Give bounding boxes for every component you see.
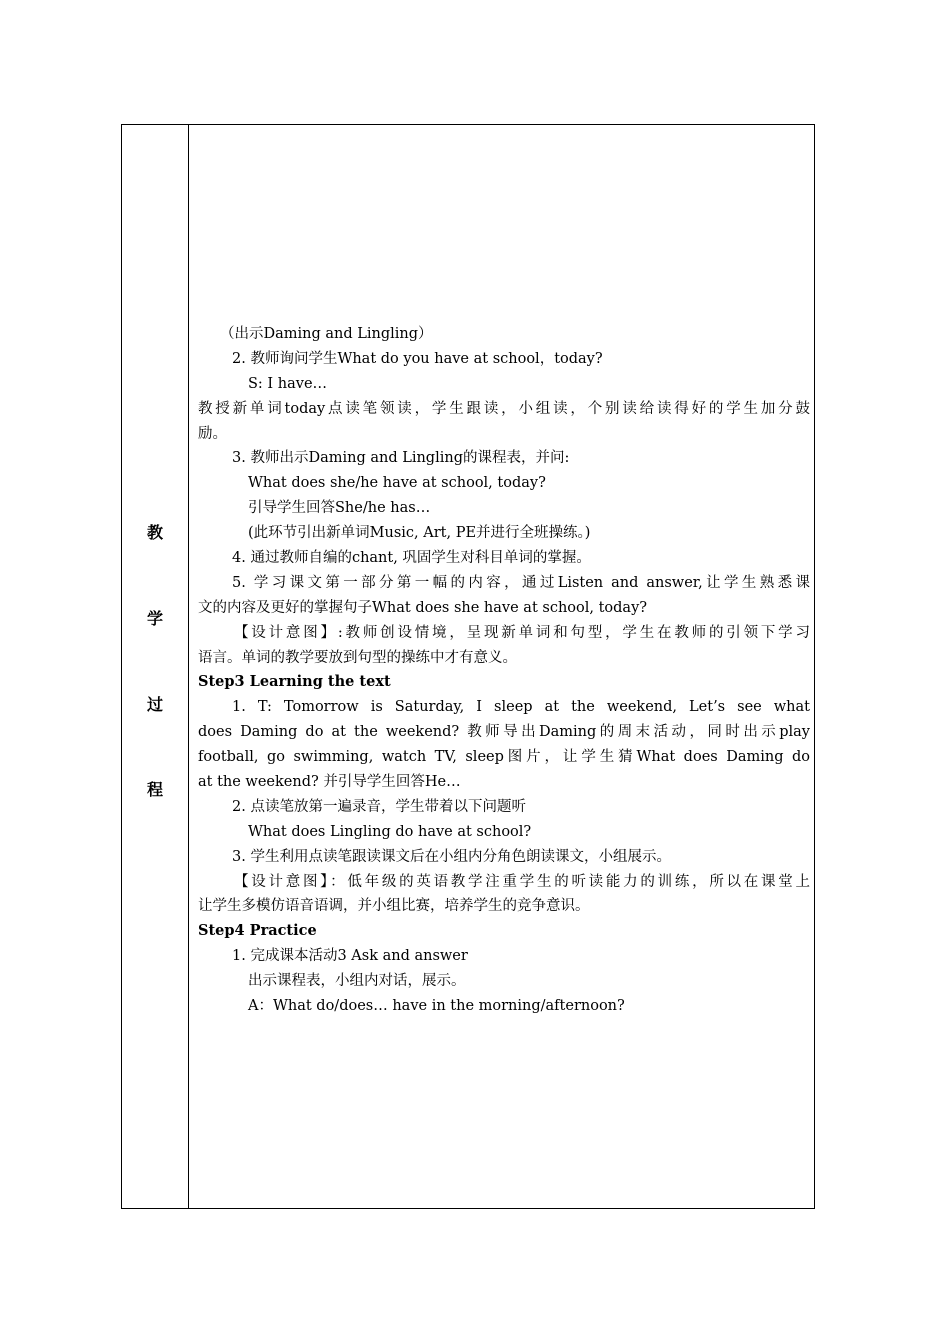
content-line: 3. 教师出示Daming and Lingling的课程表，并问: bbox=[232, 450, 570, 467]
content-line: 5. 学习课文第一部分第一幅的内容，通过Listen and answer,让学生熟悉课 bbox=[232, 574, 810, 591]
content-line: 教授新单词today点读笔领读，学生跟读，小组读，个别读给读得好的学生加分鼓 bbox=[198, 400, 810, 417]
content-line: 文的内容及更好的掌握句子What does she have at school, today? bbox=[198, 599, 648, 616]
content-line: 【设计意图】：低年级的英语教学注重学生的听读能力的训练，所以在课堂上 bbox=[234, 873, 810, 890]
content-line: 3. 学生利用点读笔跟读课文后在小组内分角色朗读课文，小组展示。 bbox=[232, 848, 671, 865]
content-line: 出示课程表，小组内对话，展示。 bbox=[248, 973, 466, 990]
content-line: 语言。单词的教学要放到句型的操练中才有意义。 bbox=[198, 649, 517, 666]
content-line: 2. 点读笔放第一遍录音，学生带着以下问题听 bbox=[232, 798, 526, 815]
section-label-char: 程 bbox=[146, 780, 163, 799]
content-line: Step3 Learning the text bbox=[198, 673, 391, 691]
content-line: 【设计意图】:教师创设情境，呈现新单词和句型，学生在教师的引领下学习 bbox=[234, 624, 810, 641]
content-line: 1. T: Tomorrow is Saturday, I sleep at the weekend, Let’s see what bbox=[232, 699, 810, 716]
section-label-char: 过 bbox=[146, 695, 163, 714]
content-line: A：What do/does… have in the morning/afternoon? bbox=[248, 998, 625, 1015]
content-line: 2. 教师询问学生What do you have at school，today? bbox=[232, 350, 603, 367]
content-line: What does Lingling do have at school? bbox=[248, 823, 532, 840]
content-line: 4. 通过教师自编的chant, 巩固学生对科目单词的掌握。 bbox=[232, 550, 591, 567]
content-line: does Daming do at the weekend? 教师导出Daming的周末活动，同时出示play bbox=[198, 724, 810, 741]
content-line: What does she/he have at school, today? bbox=[248, 475, 546, 492]
content-line: football, go swimming, watch TV, sleep图片，让学生猜What does Daming do bbox=[198, 749, 810, 766]
content-line: S: I have… bbox=[248, 375, 328, 392]
content-line: Step4 Practice bbox=[198, 922, 317, 940]
content-line: 让学生多模仿语音语调，并小组比赛，培养学生的竞争意识。 bbox=[198, 898, 590, 915]
content-line: 引导学生回答She/he has… bbox=[248, 500, 431, 517]
section-label-char: 教 bbox=[146, 523, 163, 542]
content-line: at the weekend? 并引导学生回答He… bbox=[198, 774, 461, 791]
content-line: 励。 bbox=[198, 425, 227, 442]
section-label-column bbox=[122, 125, 189, 1208]
content-line: （出示Daming and Lingling） bbox=[220, 326, 433, 342]
section-label-char: 学 bbox=[146, 609, 163, 628]
content-line: 1. 完成课本活动3 Ask and answer bbox=[232, 948, 468, 965]
teaching-process-content bbox=[198, 322, 810, 1019]
lesson-table bbox=[121, 124, 815, 1209]
content-line: (此环节引出新单词Music, Art, PE并进行全班操练。) bbox=[248, 525, 591, 542]
